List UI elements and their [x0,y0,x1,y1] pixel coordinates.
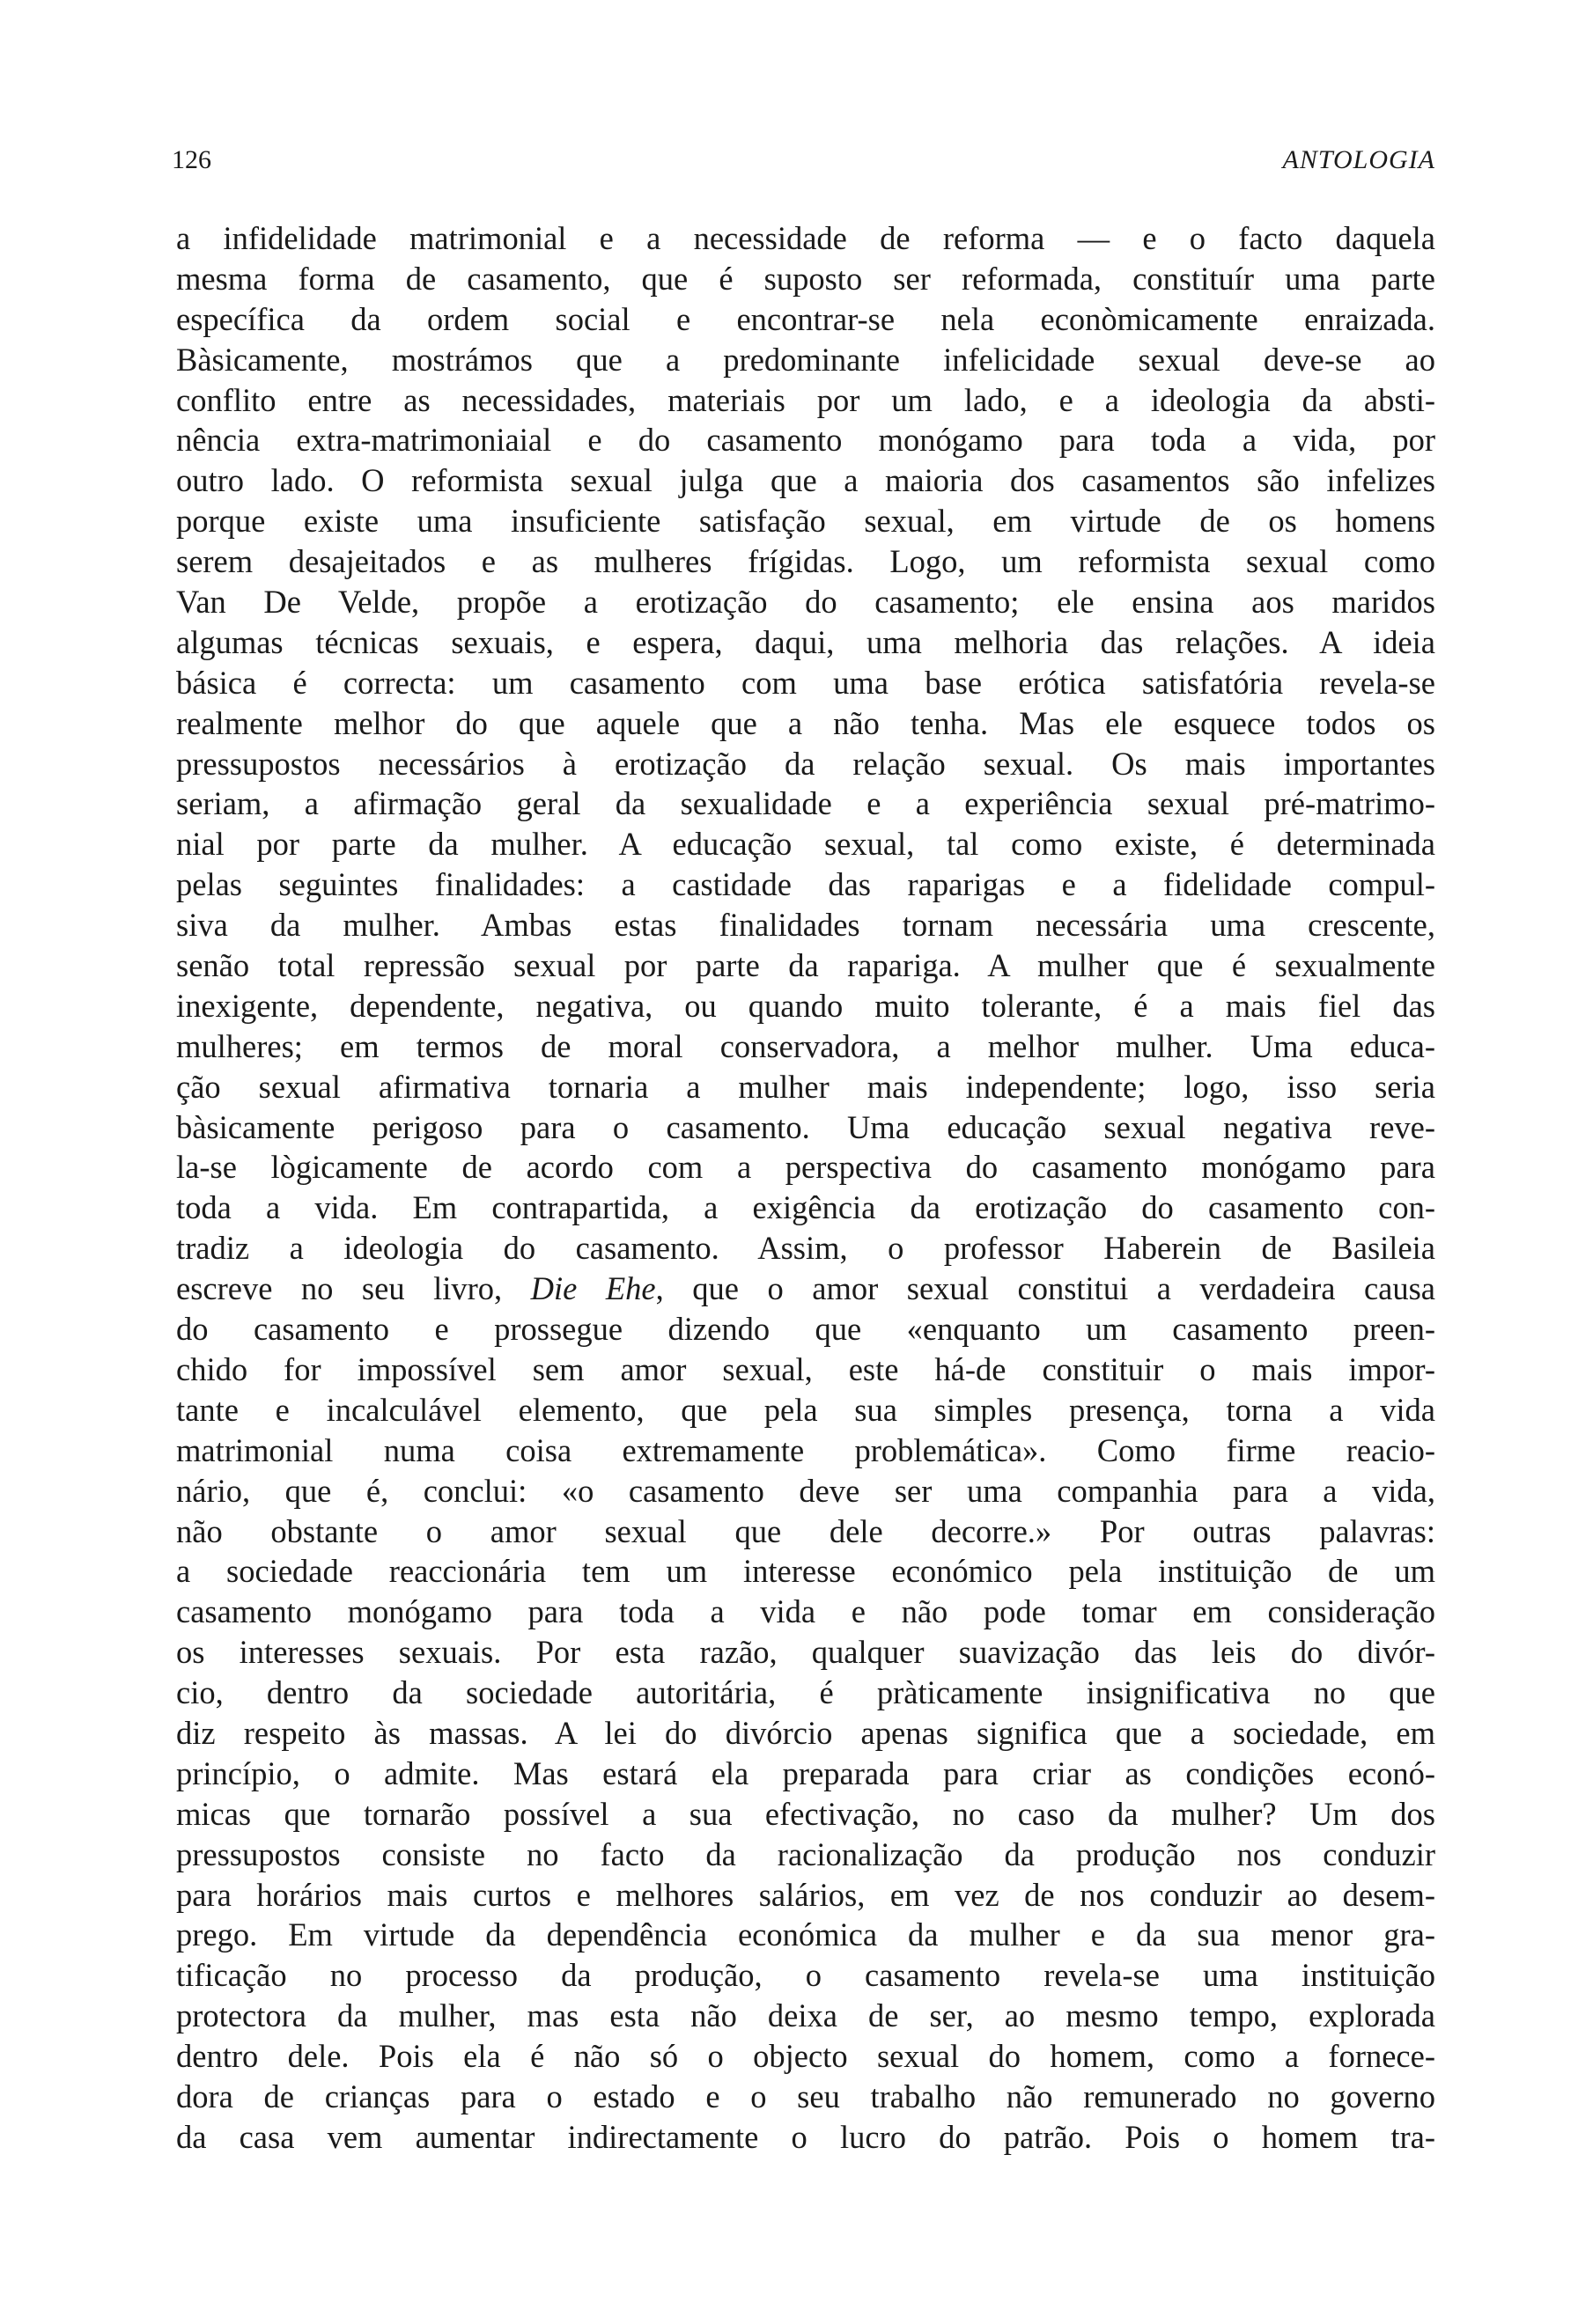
text-line: conflito entre as necessidades, materiais por um lado, e a ideologia da absti- [176,381,1435,418]
text-line: outro lado. O reformista sexual julga que a maioria dos casamentos são infelizes [176,462,1435,499]
text-line: nário, que é, conclui: «o casamento deve ser uma companhia para a vida, [176,1472,1435,1509]
text-line: siva da mulher. Ambas estas finalidades tornam necessária uma crescente, [176,907,1435,944]
text-line: básica é correcta: um casamento com uma base erótica satisfatória revela-se [176,664,1435,701]
text-line: realmente melhor do que aquele que a não tenha. Mas ele esquece todos os [176,704,1435,741]
text-line: mesma forma de casamento, que é suposto ser reformada, constituír uma parte [176,260,1435,297]
text-line: diz respeito às massas. A lei do divórcio apenas significa que a sociedade, em [176,1714,1435,1751]
text-line: Van De Velde, propõe a erotização do casamento; ele ensina aos maridos [176,584,1435,621]
text-line: princípio, o admite. Mas estará ela preparada para criar as condições econó- [176,1754,1435,1791]
text-line: tradiz a ideologia do casamento. Assim, o professor Haberein de Basileia [176,1230,1435,1267]
text-line: chido for impossível sem amor sexual, este há-de constituir o mais impor- [176,1350,1435,1387]
text-line: cio, dentro da sociedade autoritária, é pràticamente insignificativa no que [176,1674,1435,1711]
text-line: da casa vem aumentar indirectamente o lucro do patrão. Pois o homem tra- [176,2118,1435,2155]
text-line: bàsicamente perigoso para o casamento. Uma educação sexual negativa reve- [176,1108,1435,1145]
body-text [176,218,1435,2158]
text-line: específica da ordem social e encontrar-se nela econòmicamente enraizada. [176,300,1435,337]
running-head [172,141,1435,180]
text-line: a infidelidade matrimonial e a necessidade de reforma — e o facto daquela [176,220,1435,256]
text-line: do casamento e prossegue dizendo que «enquanto um casamento preen- [176,1311,1435,1348]
text-line: inexigente, dependente, negativa, ou quando muito tolerante, é a mais fiel das [176,987,1435,1024]
running-title: ANTOLOGIA [1282,145,1435,174]
text-line: mulheres; em termos de moral conservadora, a melhor mulher. Uma educa- [176,1027,1435,1064]
text-line: os interesses sexuais. Por esta razão, qualquer suavização das leis do divór- [176,1634,1435,1671]
text-line: escreve no seu livro, Die Ehe, que o amor sexual constitui a verdadeira causa [176,1270,1436,1307]
text-line: porque existe uma insuficiente satisfação sexual, em virtude de os homens [176,503,1435,540]
text-line: matrimonial numa coisa extremamente problemática». Como firme reacio- [176,1431,1435,1468]
page-number: 126 [172,145,211,174]
text-line: a sociedade reaccionária tem um interesse económico pela instituição de um [176,1553,1435,1590]
text-line: seriam, a afirmação geral da sexualidade e a experiência sexual pré-matrimo- [176,785,1435,822]
text-line: tificação no processo da produção, o casamento revela-se uma instituição [176,1957,1435,1994]
text-line: tante e incalculável elemento, que pela sua simples presença, torna a vida [176,1391,1435,1428]
text-line: serem desajeitados e as mulheres frígidas. Logo, um reformista sexual como [176,543,1435,580]
text-line: algumas técnicas sexuais, e espera, daqui, uma melhoria das relações. A ideia [176,623,1435,660]
text-line: ção sexual afirmativa tornaria a mulher mais independente; logo, isso seria [176,1068,1435,1105]
text-line: senão total repressão sexual por parte da rapariga. A mulher que é sexualmente [176,947,1435,984]
text-line: pressupostos consiste no facto da racionalização da produção nos conduzir [176,1835,1435,1872]
text-line: micas que tornarão possível a sua efectivação, no caso da mulher? Um dos [176,1795,1435,1832]
text-line: nência extra-matrimoniaial e do casamento monógamo para toda a vida, por [176,422,1435,459]
text-line: pelas seguintes finalidades: a castidade das raparigas e a fidelidade compul- [176,866,1435,903]
text-line: dentro dele. Pois ela é não só o objecto sexual do homem, como a fornece- [176,2038,1435,2075]
text-line: toda a vida. Em contrapartida, a exigência da erotização do casamento con- [176,1189,1435,1226]
text-line: para horários mais curtos e melhores salários, em vez de nos conduzir ao desem- [176,1876,1435,1913]
text-line: dora de crianças para o estado e o seu trabalho não remunerado no governo [176,2078,1435,2114]
text-line: la-se lògicamente de acordo com a perspectiva do casamento monógamo para [176,1149,1435,1186]
text-line: prego. Em virtude da dependência económica da mulher e da sua menor gra- [176,1916,1435,1953]
text-line: pressupostos necessários à erotização da relação sexual. Os mais importantes [176,745,1435,782]
text-line: nial por parte da mulher. A educação sexual, tal como existe, é determinada [176,826,1435,863]
text-line: casamento monógamo para toda a vida e não pode tomar em consideração [176,1593,1435,1630]
text-line: não obstante o amor sexual que dele decorre.» Por outras palavras: [176,1512,1435,1549]
book-title: Die Ehe [530,1270,656,1307]
text-line: Bàsicamente, mostrámos que a predominante infelicidade sexual deve-se ao [176,341,1435,378]
text-line: protectora da mulher, mas esta não deixa de ser, ao mesmo tempo, explorada [176,1997,1435,2034]
